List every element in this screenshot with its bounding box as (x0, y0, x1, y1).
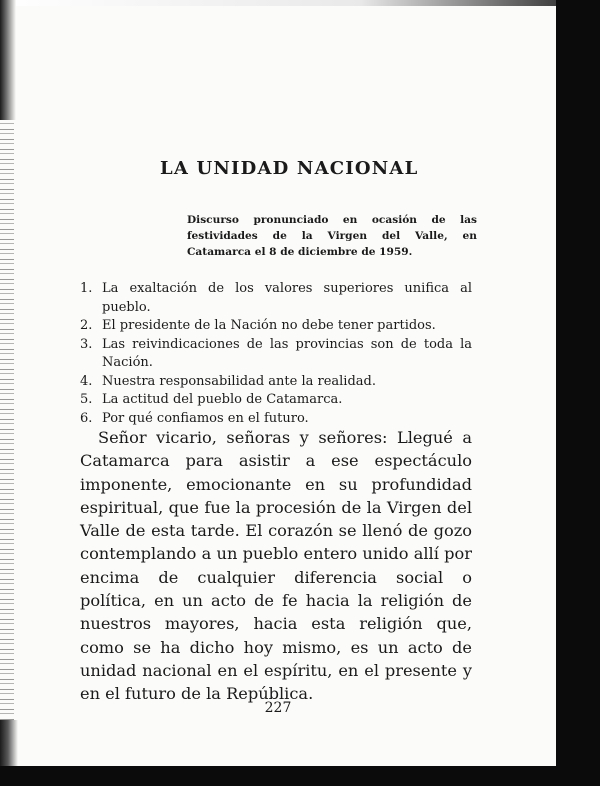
summary-item-text: Nuestra responsabilidad ante la realidad. (102, 373, 376, 389)
summary-item-text: La exaltación de los valores superiores unifica al pueblo. (102, 281, 472, 315)
scan-binding-shadow-bottom (0, 720, 18, 766)
summary-list (80, 280, 472, 428)
summary-item (80, 280, 472, 317)
summary-item-text: El presidente de la Nación no debe tener partidos. (102, 318, 436, 333)
page-number: 227 (264, 700, 292, 716)
summary-item-number: 4. (80, 373, 93, 389)
summary-item-number: 6. (80, 410, 93, 426)
summary-item (80, 373, 472, 392)
speech-subtitle: Discurso pronunciado en ocasión de las festividades de la Virgen del Valle, en Catamarca el 8 de diciembre de 1959. (187, 214, 477, 258)
summary-item-number: 5. (80, 392, 93, 407)
summary-item (80, 391, 472, 410)
scan-right-edge (556, 0, 600, 786)
summary-item (80, 317, 472, 336)
summary-item (80, 336, 472, 373)
summary-item-number: 3. (80, 336, 93, 352)
summary-item-text: Las reivindicaciones de las provincias son de toda la Nación. (102, 336, 472, 370)
summary-item-text: La actitud del pueblo de Catamarca. (102, 392, 343, 407)
speech-body-paragraph: Señor vicario, señoras y señores: Llegué a Catamarca para asistir a ese espectáculo imponente, emocionante en su profundidad espiritual, que fue la procesión de la Virgen del Valle de esta tarde. El corazón se llenó de gozo contemplando a un pueblo entero unido allí por encima de cualquier diferencia social o política, en un acto de fe hacia la religión de nuestros mayores, hacia esta religión que, como se ha dicho hoy mismo, es un acto de unidad nacional en el espíritu, en el presente y en el futuro de la República. (80, 428, 472, 704)
chapter-title: LA UNIDAD NACIONAL (160, 158, 419, 179)
scan-top-edge (0, 0, 600, 6)
summary-item-text: Por qué confiamos en el futuro. (102, 410, 309, 426)
scan-binding-shadow-top (0, 0, 16, 120)
scan-bottom-edge (0, 766, 600, 786)
summary-item-number: 1. (80, 281, 93, 296)
summary-item-number: 2. (80, 318, 93, 333)
